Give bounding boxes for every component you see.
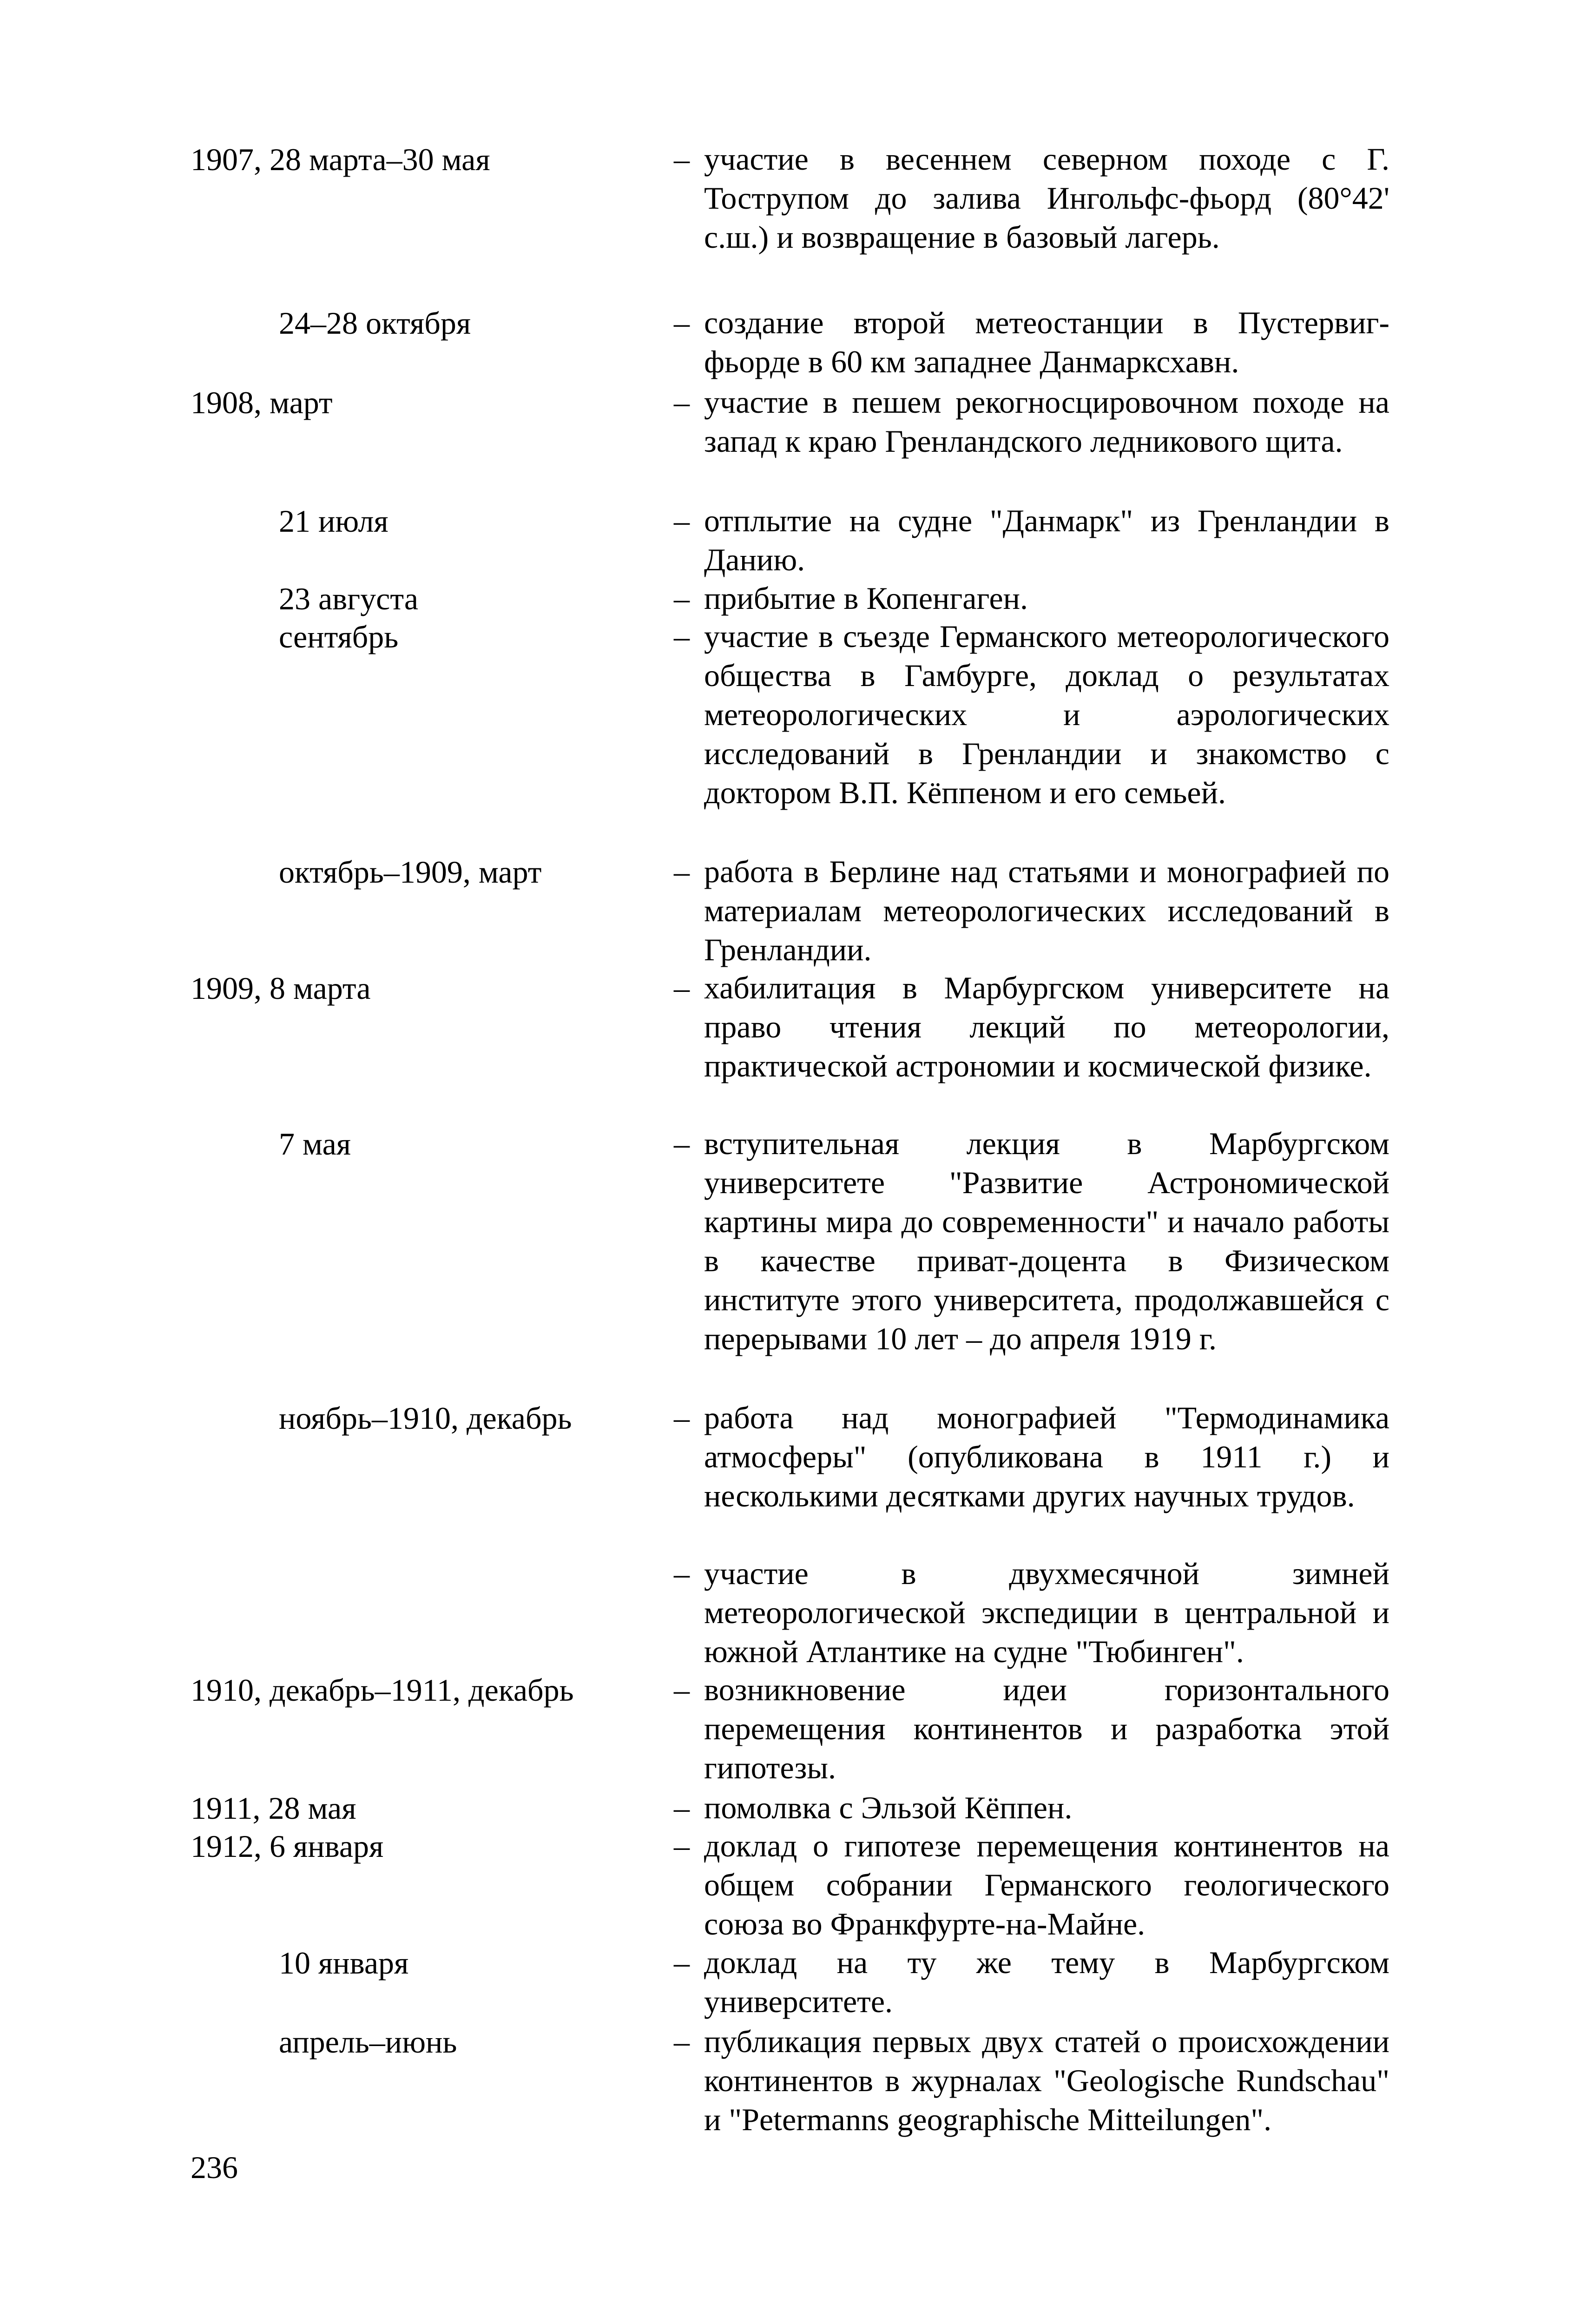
entry-dash: – [674,854,690,889]
entry-dash: – [674,1400,690,1435]
entry-dash: – [674,305,690,340]
entry-date: 1909, 8 марта [191,971,371,1006]
entry-description: хабилитация в Марбургском университете на право чтения лекций по метеорологии, практической астрономии и космической физике. [704,970,1389,1083]
entry-date: 1912, 6 января [191,1829,384,1864]
entry-date: 1910, декабрь–1911, декабрь [191,1672,574,1708]
entry-dash: – [674,970,690,1005]
entry-date: апрель–июнь [279,2024,457,2060]
entry-date: 10 января [279,1945,409,1981]
entry-date: 7 мая [279,1126,351,1162]
entry-date: 24–28 октября [279,305,471,341]
entry-date: 1911, 28 мая [191,1790,356,1826]
entry-date: 1907, 28 марта–30 мая [191,142,490,177]
entry-date: сентябрь [279,619,399,654]
entry-dash: – [674,581,690,616]
entry-dash: – [674,384,690,420]
entry-description: доклад на ту же тему в Марбургском университете. [704,1945,1389,2019]
entry-description: прибытие в Копенгаген. [704,581,1028,616]
entry-dash: – [674,141,690,177]
entry-description: участие в съезде Германского метеорологического общества в Гамбурге, доклад о результатах метеорологических и аэрологических исследований в Гренландии и знакомство с доктором В.П. Кёппеном и его семьей. [704,619,1389,810]
entry-description: участие в весеннем северном походе с Г. Тострупом до залива Ингольфс-фьорд (80°42' с.ш.) и возвращение в базовый лагерь. [704,141,1389,255]
entry-description: возникновение идеи горизонтального перемещения континентов и разработка этой гипотезы. [704,1672,1389,1785]
entry-dash: – [674,1126,690,1161]
entry-dash: – [674,1790,690,1825]
entry-dash: – [674,619,690,654]
entry-date: 23 августа [279,581,419,616]
entry-dash: – [674,1828,690,1863]
entry-dash: – [674,1945,690,1980]
entry-description: участие в пешем рекогносцировочном походе на запад к краю Гренландского ледникового щита. [704,384,1389,459]
entry-description: доклад о гипотезе перемещения континентов на общем собрании Германского геологического союза во Франкфурте-на-Майне. [704,1828,1389,1941]
entry-date: 1908, март [191,385,333,420]
entry-description: участие в двухмесячной зимней метеорологической экспедиции в центральной и южной Атлантике на судне "Тюбинген". [704,1556,1389,1669]
entry-dash: – [674,1556,690,1591]
entry-description: создание второй метеостанции в Пустервиг-фьорде в 60 км западнее Данмарксхавн. [704,305,1389,379]
entry-dash: – [674,2024,690,2059]
entry-description: помолвка с Эльзой Кёппен. [704,1790,1073,1825]
entry-description: публикация первых двух статей о происхождении континентов в журналах "Geologische Rundschau" и "Petermanns geographische Mitteilungen". [704,2024,1389,2137]
entry-description: отплытие на судне "Данмарк" из Гренландии в Данию. [704,503,1389,577]
entry-description: работа в Берлине над статьями и монографией по материалам метеорологических исследований в Гренландии. [704,854,1389,967]
entry-description: вступительная лекция в Марбургском университете "Развитие Астрономической картины мира до современности" и начало работы в качестве приват-доцента в Физическом институте этого университета, продолжавшейся с перерывами 10 лет – до апреля 1919 г. [704,1126,1389,1356]
entry-date: октябрь–1909, март [279,854,542,890]
page-number: 236 [191,2150,238,2185]
entry-dash: – [674,503,690,538]
entry-description: работа над монографией "Термодинамика атмосферы" (опубликована в 1911 г.) и несколькими десятками других научных трудов. [704,1400,1389,1513]
entry-dash: – [674,1672,690,1707]
entry-date: 21 июля [279,503,388,539]
entry-date: ноябрь–1910, декабрь [279,1400,572,1436]
